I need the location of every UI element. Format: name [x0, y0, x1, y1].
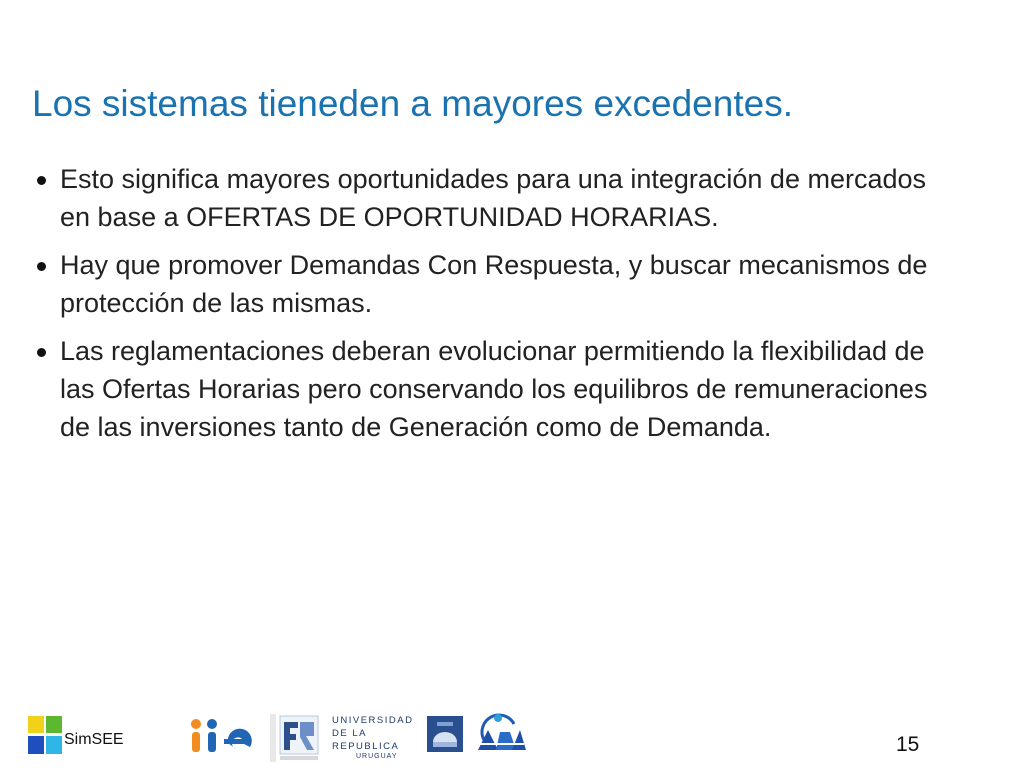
slide-footer: [0, 700, 1023, 768]
udelar-name-2: DE LA REPUBLICA: [332, 728, 400, 752]
iie-logo: [188, 716, 254, 756]
bullet-text: Las reglamentaciones deberan evolucionar permitiendo la flexibilidad de las Ofertas Horarias pero conservando los equilibros de remuneraciones de las inversiones tanto de Generación como de Demanda.: [60, 336, 928, 442]
fing-logo: [270, 712, 320, 764]
bullet-list: [34, 160, 944, 456]
simsee-label: SimSEE: [64, 731, 124, 748]
udelar-logo: [332, 714, 418, 760]
udelar-country: URUGUAY: [356, 753, 398, 760]
bullet-item: [34, 160, 944, 236]
slide-title: Los sistemas tieneden a mayores excedentes.: [32, 83, 793, 124]
page-number: 15: [896, 733, 920, 756]
bullet-text: Hay que promover Demandas Con Respuesta, y buscar mecanismos de protección de las mismas.: [60, 250, 928, 318]
bullet-text: Esto significa mayores oportunidades para una integración de mercados en base a OFERTAS DE OPORTUNIDAD HORARIAS.: [60, 164, 927, 232]
simsee-logo: [28, 716, 62, 754]
bullet-dot-icon: [37, 176, 46, 185]
bullet-item: [34, 332, 944, 446]
shield-logo: [427, 716, 463, 754]
adme-logo: [474, 710, 528, 760]
bullet-dot-icon: [37, 262, 46, 271]
bullet-item: [34, 246, 944, 322]
udelar-name: UNIVERSIDAD: [332, 715, 414, 726]
bullet-dot-icon: [37, 348, 46, 357]
